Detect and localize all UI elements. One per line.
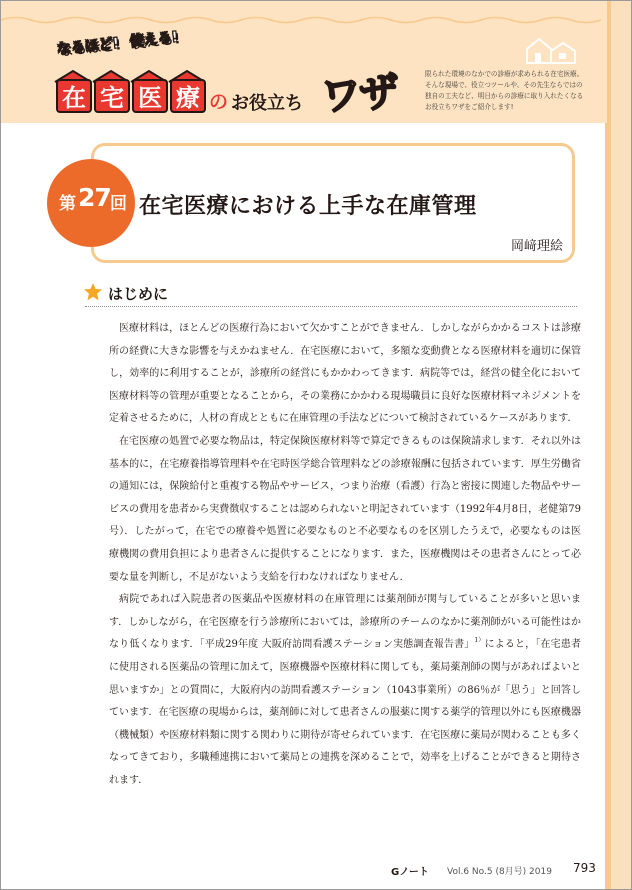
house-icon: [523, 35, 579, 65]
series-title-waza: ワザ: [319, 69, 399, 121]
body-text: によると，「在宅患者に使用される医薬品の管理に加えて，医療機器や医療材料に関しても，薬局薬剤師の関与があればよいと思いますか」との質問に，大阪府内の訪問看護ステーション（1043事業所）の86％が「思う」と回答しています．在宅医療の現場からは，薬剤師に対して患者さんの服薬に関する薬学的管理以外にも医療機器（機械類）や医療材料類に関する関わりに期待が寄せられています．在宅医療に薬局が関わることも多くなってきており，多職種連携において薬局との連携を深めることで，効率を上げることができると期待されます．: [109, 639, 581, 786]
kicker-left: なるほど!: [56, 35, 120, 58]
section-heading: はじめに: [108, 285, 169, 303]
series-header: [1, 1, 607, 123]
body-paragraph: 在宅医療の処置で必要な物品は，特定保険医療材料等で算定できるものは保険請求します．それ以外は基本的に，在宅療養指導管理料や在宅時医学総合管理料などの診療報酬に包括されています．厚生労働省の通知には，保険給付と重複する物品やサービス，つまり治療（看護）行為と密接に関連した物品やサービスの費用を患者から実費徴収することは認められないと明記されています（1992年4月8日，老健第79号）．したがって，在宅での療養や処置に必要なものと不必要なものを区別したうえで，必要なものは医療機関の費用負担により患者さんに提供することになります．また，医療機関はその患者さんにとって必要な量を判断し，不足がないよう支給を行わなければなりません．: [109, 435, 581, 583]
issue-badge: [47, 159, 135, 247]
series-title-middle: お役立ち: [231, 93, 303, 114]
header-wave-decoration: [1, 15, 607, 25]
issue-number: 27: [78, 183, 111, 212]
body-paragraph: 医療材料は，ほとんどの医療行為において欠かすことができません．しかしながらかかるコストは診療所の経費に大きな影響を与えかねません．在宅医療において，多額な変動費となる医療材料を適切に保管し，効率的に利用することが，診療所の経営にもかかわってきます．病院等では，経営の健全化において医療材料等の管理が重要となることから，その業務にかかわる現場職員に良好な医療材料マネジメントを定着させるために，人材の育成とともに在庫管理の手法などについて検討されているケースがあります．: [109, 323, 581, 425]
article-title: 在宅医療における上手な在庫管理: [139, 194, 477, 219]
series-title: [56, 79, 206, 113]
author-name: 岡﨑理絵: [510, 239, 563, 254]
journal-name: Gノート: [391, 867, 429, 878]
series-title-particle: の: [209, 91, 229, 113]
reference-marker[interactable]: 1）: [474, 637, 485, 645]
page-number: 793: [573, 861, 596, 875]
series-title-char: 医: [132, 79, 168, 113]
issue-suffix: 回: [110, 194, 127, 214]
series-intro: 限られた環境のなかでの診療が求められる在宅医療。そんな現場で、役立つツールや、その先生ならではの独自の工夫など、明日からの診療に取り入れたくなるお役立ちワザをご紹介します!: [425, 70, 584, 111]
body-text: 病院であれば入院患者の医薬品や医療材料の在庫管理には薬剤師が関与していることが多いと思います．しかしながら，在宅医療を行う診療所においては，診療所のチームのなかに薬剤師がいる可能性はかなり低くなります．「平成29年度 大阪府訪問看護ステーション実態調査報告書」: [109, 594, 581, 651]
section-divider: [85, 306, 577, 307]
side-tab: [605, 1, 631, 890]
series-title-char: 療: [170, 79, 206, 113]
article-body: [109, 318, 581, 792]
issue-info: Vol.6 No.5 (8月号) 2019: [447, 867, 552, 877]
body-paragraph: [109, 589, 581, 792]
series-kicker: [56, 26, 179, 59]
series-title-char: 在: [56, 79, 92, 113]
star-icon: [83, 282, 103, 302]
kicker-right: 使える!: [129, 29, 179, 51]
series-title-char: 宅: [94, 79, 130, 113]
issue-prefix: 第: [59, 194, 76, 214]
